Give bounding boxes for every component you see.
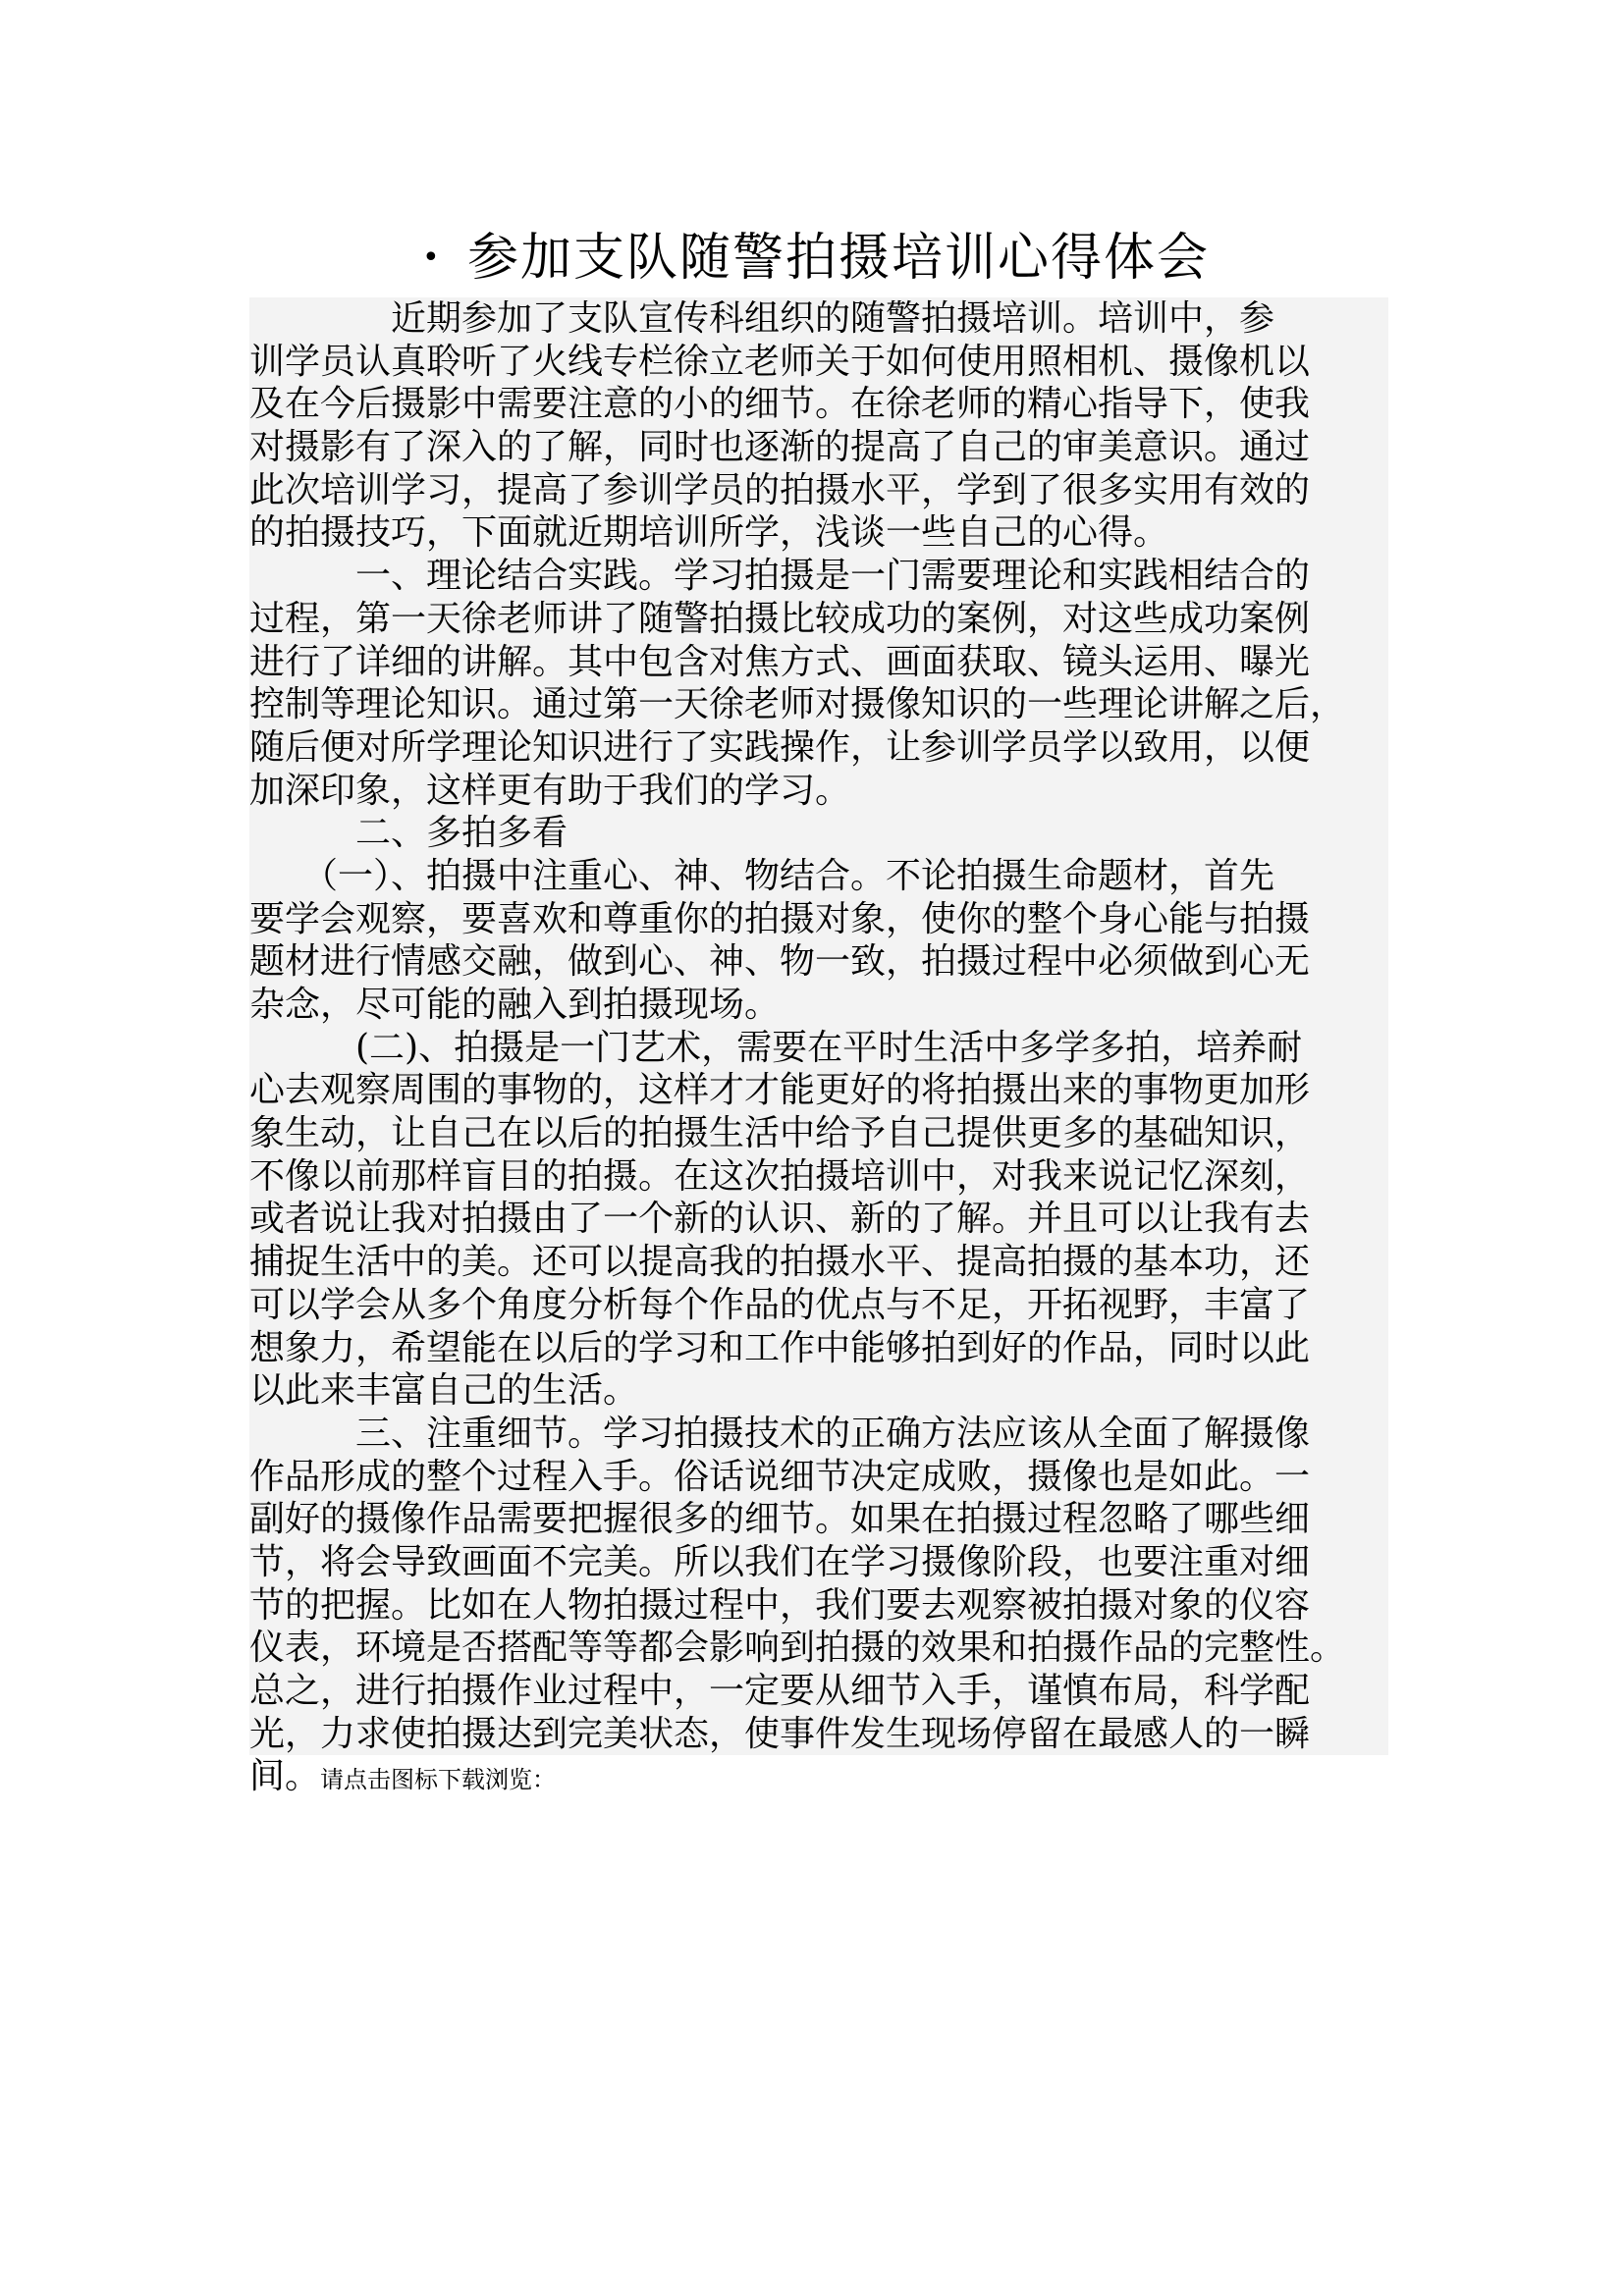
body-line: 加深印象，这样更有助于我们的学习。 [249,770,1388,813]
body-line: 随后便对所学理论知识进行了实践操作，让参训学员学以致用，以便 [249,726,1388,770]
body-line: 总之，进行拍摄作业过程中，一定要从细节入手，谨慎布局，科学配 [249,1670,1388,1713]
body-line: 及在今后摄影中需要注意的小的细节。在徐老师的精心指导下，使我 [249,383,1388,426]
document-body [249,297,1388,1798]
body-line: 近期参加了支队宣传科组织的随警拍摄培训。培训中，参 [249,297,1388,341]
body-line: 捕捉生活中的美。还可以提高我的拍摄水平、提高拍摄的基本功，还 [249,1241,1388,1284]
title-row [422,224,1306,293]
body-line: 心去观察周围的事物的，这样才才能更好的将拍摄出来的事物更加形 [249,1069,1388,1112]
body-line: 对摄影有了深入的了解，同时也逐渐的提高了自己的审美意识。通过 [249,426,1388,469]
body-line: 仪表，环境是否搭配等等都会影响到拍摄的效果和拍摄作品的完整性。 [249,1627,1388,1670]
body-line: 此次培训学习，提高了参训学员的拍摄水平，学到了很多实用有效的 [249,469,1388,512]
body-line: 以此来丰富自己的生活。 [249,1369,1388,1413]
body-line: 三、注重细节。学习拍摄技术的正确方法应该从全面了解摄像 [249,1413,1388,1456]
body-line: 杂念，尽可能的融入到拍摄现场。 [249,984,1388,1027]
body-line: 的拍摄技巧，下面就近期培训所学，浅谈一些自己的心得。 [249,511,1388,555]
body-line: 不像以前那样盲目的拍摄。在这次拍摄培训中，对我来说记忆深刻， [249,1155,1388,1199]
body-line: 过程，第一天徐老师讲了随警拍摄比较成功的案例，对这些成功案例 [249,598,1388,641]
body-line: 光，力求使拍摄达到完美状态，使事件发生现场停留在最感人的一瞬 [249,1713,1388,1756]
title-bullet: • [422,240,440,275]
body-last-line [249,1755,1388,1798]
body-line: 象生动，让自己在以后的拍摄生活中给予自己提供更多的基础知识， [249,1112,1388,1155]
body-line: 要学会观察，要喜欢和尊重你的拍摄对象，使你的整个身心能与拍摄 [249,898,1388,941]
body-line: 作品形成的整个过程入手。俗话说细节决定成败，摄像也是如此。一 [249,1456,1388,1499]
body-line: 节的把握。比如在人物拍摄过程中，我们要去观察被拍摄对象的仪容 [249,1584,1388,1628]
body-line: 二、多拍多看 [249,812,1388,855]
body-line: 或者说让我对拍摄由了一个新的认识、新的了解。并且可以让我有去 [249,1198,1388,1241]
body-line: 训学员认真聆听了火线专栏徐立老师关于如何使用照相机、摄像机以 [249,341,1388,384]
body-line: 节，将会导致画面不完美。所以我们在学习摄像阶段，也要注重对细 [249,1541,1388,1584]
body-line: 进行了详细的讲解。其中包含对焦方式、画面获取、镜头运用、曝光 [249,641,1388,684]
body-line: 想象力，希望能在以后的学习和工作中能够拍到好的作品，同时以此 [249,1327,1388,1370]
body-line: （一）、拍摄中注重心、神、物结合。不论拍摄生命题材，首先 [249,855,1388,898]
document-title: 参加支队随警拍摄培训心得体会 [467,229,1211,288]
body-line: 可以学会从多个角度分析每个作品的优点与不足，开拓视野，丰富了 [249,1284,1388,1327]
body-line: 间。 [249,1756,321,1797]
download-hint-link[interactable]: 请点击图标下载浏览： [320,1766,557,1794]
body-line: (二)、拍摄是一门艺术，需要在平时生活中多学多拍，培养耐 [249,1027,1388,1070]
body-line: 控制等理论知识。通过第一天徐老师对摄像知识的一些理论讲解之后， [249,683,1388,726]
body-line: 副好的摄像作品需要把握很多的细节。如果在拍摄过程忽略了哪些细 [249,1498,1388,1541]
body-line: 题材进行情感交融，做到心、神、物一致，拍摄过程中必须做到心无 [249,940,1388,984]
body-line: 一、理论结合实践。学习拍摄是一门需要理论和实践相结合的 [249,555,1388,598]
